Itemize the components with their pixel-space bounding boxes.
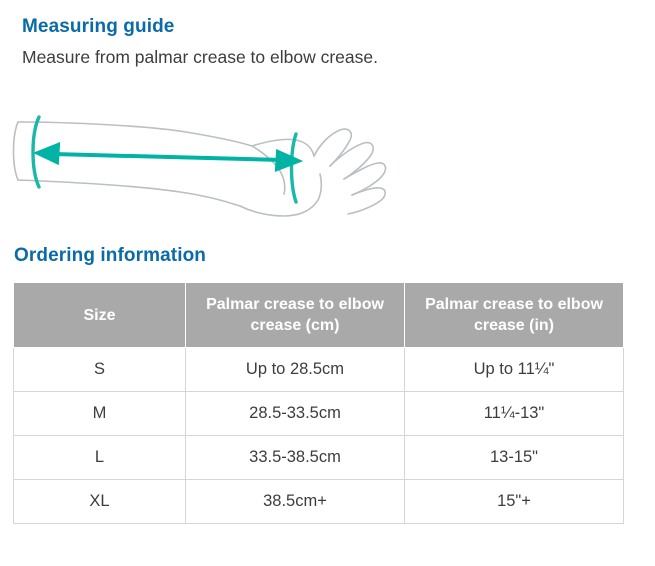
cell-cm: 28.5-33.5cm [186,392,405,436]
cell-size: XL [14,480,186,524]
cell-size: S [14,348,186,392]
sizing-table [13,282,624,524]
cell-in: Up to 11¼" [405,348,624,392]
ordering-information-heading: Ordering information [14,245,206,266]
column-header-in: Palmar crease to elbow crease (in) [405,283,624,348]
table-row [14,348,624,392]
forearm-and-hand-measurement-diagram [0,108,400,234]
table-row [14,436,624,480]
column-header-size: Size [14,283,186,348]
cell-size: M [14,392,186,436]
cell-size: L [14,436,186,480]
table-row [14,480,624,524]
column-header-cm: Palmar crease to elbow crease (cm) [186,283,405,348]
cell-cm: Up to 28.5cm [186,348,405,392]
cell-cm: 33.5-38.5cm [186,436,405,480]
table-row [14,392,624,436]
cell-in: 11¼-13" [405,392,624,436]
measuring-guide-instruction: Measure from palmar crease to elbow crease. [22,47,378,67]
cell-cm: 38.5cm+ [186,480,405,524]
table-header-row [14,283,624,348]
cell-in: 13-15" [405,436,624,480]
cell-in: 15"+ [405,480,624,524]
measuring-guide-heading: Measuring guide [22,16,175,37]
